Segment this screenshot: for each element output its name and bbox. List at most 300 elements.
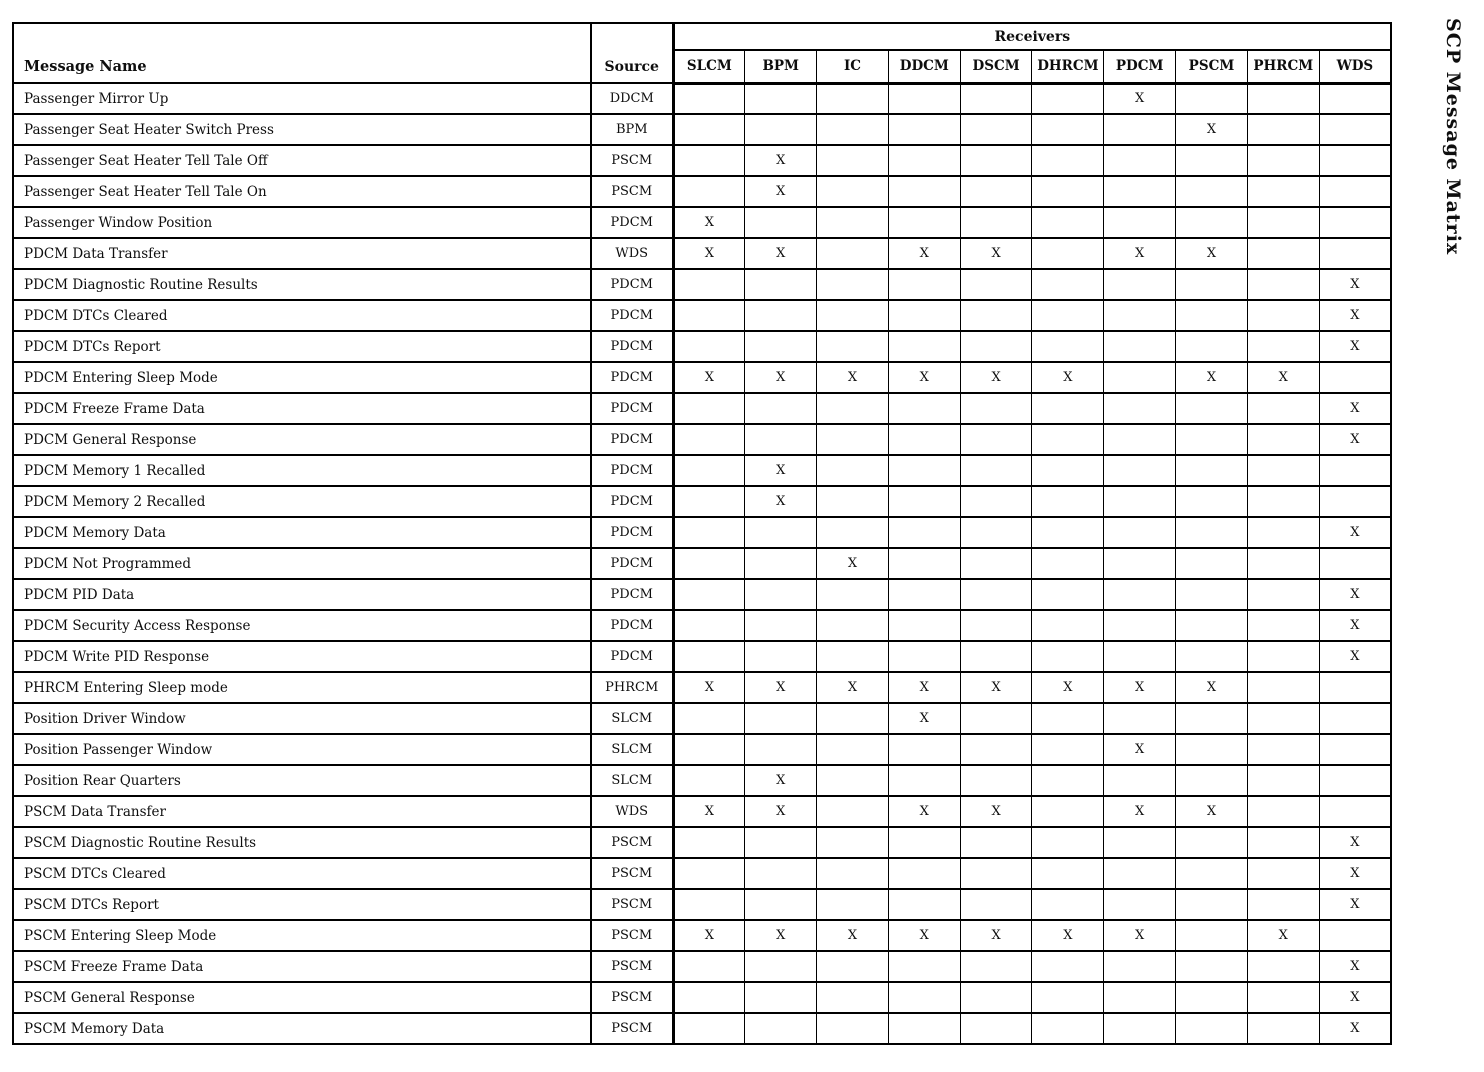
table-row: [13, 765, 1391, 796]
receiver-cell-ic: [817, 982, 889, 1013]
table-row: [13, 734, 1391, 765]
receiver-cell-slcm: [673, 486, 745, 517]
receiver-cell-wds: [1319, 83, 1391, 114]
receiver-cell-dscm: [960, 393, 1032, 424]
receiver-cell-dhrcm: [1032, 269, 1104, 300]
receiver-cell-ddcm: [888, 765, 960, 796]
receiver-cell-ic: [817, 827, 889, 858]
source-cell: PSCM: [591, 827, 673, 858]
receiver-cell-dscm: [960, 610, 1032, 641]
message-name-cell: PSCM General Response: [13, 982, 591, 1013]
message-name-cell: PSCM Entering Sleep Mode: [13, 920, 591, 951]
receiver-cell-phrcm: [1247, 486, 1319, 517]
receiver-cell-pscm: [1176, 486, 1248, 517]
table-row: [13, 207, 1391, 238]
receiver-cell-bpm: [745, 579, 817, 610]
receiver-cell-ic: [817, 703, 889, 734]
message-name-cell: PDCM Write PID Response: [13, 641, 591, 672]
message-name-cell: Passenger Mirror Up: [13, 83, 591, 114]
receiver-cell-bpm: [745, 827, 817, 858]
receiver-cell-phrcm: [1247, 734, 1319, 765]
receiver-cell-ddcm: [888, 300, 960, 331]
receiver-cell-ddcm: [888, 486, 960, 517]
receiver-column-header-dscm: DSCM: [960, 50, 1032, 83]
receiver-cell-ddcm: [888, 455, 960, 486]
scp-message-matrix-table: [12, 22, 1392, 1045]
receiver-cell-wds: [1319, 796, 1391, 827]
receiver-cell-dscm: [960, 858, 1032, 889]
receiver-cell-bpm: [745, 734, 817, 765]
receiver-cell-phrcm: [1247, 765, 1319, 796]
receiver-cell-slcm: [673, 1013, 745, 1044]
source-cell: PSCM: [591, 951, 673, 982]
receiver-cell-pscm: [1176, 827, 1248, 858]
receiver-cell-slcm: [673, 393, 745, 424]
message-name-cell: PSCM Data Transfer: [13, 796, 591, 827]
source-cell: PSCM: [591, 889, 673, 920]
x-mark-pdcm: X: [1104, 238, 1176, 269]
receiver-cell-ic: [817, 238, 889, 269]
receiver-cell-pscm: [1176, 331, 1248, 362]
receiver-cell-pscm: [1176, 455, 1248, 486]
receiver-cell-ddcm: [888, 610, 960, 641]
receiver-cell-ic: [817, 114, 889, 145]
receiver-cell-pscm: [1176, 1013, 1248, 1044]
receiver-cell-pdcm: [1104, 300, 1176, 331]
source-cell: PDCM: [591, 517, 673, 548]
message-name-cell: PDCM Data Transfer: [13, 238, 591, 269]
source-cell: PDCM: [591, 300, 673, 331]
x-mark-dscm: X: [960, 238, 1032, 269]
source-cell: PSCM: [591, 858, 673, 889]
receiver-column-header-phrcm: PHRCM: [1247, 50, 1319, 83]
x-mark-bpm: X: [745, 486, 817, 517]
x-mark-pscm: X: [1176, 114, 1248, 145]
receiver-cell-dhrcm: [1032, 176, 1104, 207]
message-name-cell: PDCM Memory 2 Recalled: [13, 486, 591, 517]
receiver-cell-ddcm: [888, 548, 960, 579]
source-cell: PDCM: [591, 393, 673, 424]
x-mark-wds: X: [1319, 517, 1391, 548]
receiver-cell-dhrcm: [1032, 796, 1104, 827]
x-mark-pdcm: X: [1104, 672, 1176, 703]
receiver-cell-bpm: [745, 641, 817, 672]
receiver-cell-ddcm: [888, 145, 960, 176]
receiver-cell-phrcm: [1247, 889, 1319, 920]
receiver-cell-pdcm: [1104, 207, 1176, 238]
x-mark-slcm: X: [673, 207, 745, 238]
receiver-cell-slcm: [673, 951, 745, 982]
receiver-cell-wds: [1319, 114, 1391, 145]
receiver-cell-slcm: [673, 982, 745, 1013]
receiver-cell-ic: [817, 889, 889, 920]
receiver-cell-slcm: [673, 889, 745, 920]
receiver-cell-ic: [817, 858, 889, 889]
receiver-cell-phrcm: [1247, 300, 1319, 331]
table-row: [13, 300, 1391, 331]
receiver-cell-pdcm: [1104, 331, 1176, 362]
receiver-cell-phrcm: [1247, 827, 1319, 858]
receiver-cell-phrcm: [1247, 579, 1319, 610]
receiver-cell-wds: [1319, 455, 1391, 486]
receiver-cell-dscm: [960, 982, 1032, 1013]
x-mark-dhrcm: X: [1032, 672, 1104, 703]
x-mark-slcm: X: [673, 920, 745, 951]
source-cell: PDCM: [591, 424, 673, 455]
receiver-cell-pdcm: [1104, 610, 1176, 641]
table-row: [13, 796, 1391, 827]
message-name-cell: PDCM Memory 1 Recalled: [13, 455, 591, 486]
receiver-cell-bpm: [745, 548, 817, 579]
receiver-cell-ddcm: [888, 641, 960, 672]
receiver-cell-phrcm: [1247, 83, 1319, 114]
receiver-cell-pdcm: [1104, 517, 1176, 548]
receiver-cell-ic: [817, 796, 889, 827]
x-mark-dhrcm: X: [1032, 362, 1104, 393]
receiver-cell-phrcm: [1247, 176, 1319, 207]
x-mark-wds: X: [1319, 1013, 1391, 1044]
receiver-cell-pscm: [1176, 83, 1248, 114]
receiver-cell-bpm: [745, 858, 817, 889]
receiver-cell-pscm: [1176, 517, 1248, 548]
receiver-cell-dhrcm: [1032, 579, 1104, 610]
receiver-cell-pscm: [1176, 300, 1248, 331]
receiver-cell-wds: [1319, 145, 1391, 176]
message-name-cell: PDCM Diagnostic Routine Results: [13, 269, 591, 300]
x-mark-ddcm: X: [888, 238, 960, 269]
receiver-cell-wds: [1319, 734, 1391, 765]
source-cell: BPM: [591, 114, 673, 145]
receiver-cell-pdcm: [1104, 982, 1176, 1013]
source-cell: PSCM: [591, 1013, 673, 1044]
receiver-cell-dhrcm: [1032, 548, 1104, 579]
receiver-cell-slcm: [673, 703, 745, 734]
receiver-cell-dhrcm: [1032, 207, 1104, 238]
message-name-cell: PDCM General Response: [13, 424, 591, 455]
receiver-cell-dscm: [960, 424, 1032, 455]
receiver-cell-wds: [1319, 672, 1391, 703]
receiver-cell-ic: [817, 486, 889, 517]
receiver-cell-dhrcm: [1032, 331, 1104, 362]
receiver-cell-dhrcm: [1032, 83, 1104, 114]
x-mark-wds: X: [1319, 858, 1391, 889]
x-mark-phrcm: X: [1247, 362, 1319, 393]
receiver-cell-pdcm: [1104, 951, 1176, 982]
receiver-cell-phrcm: [1247, 114, 1319, 145]
message-name-cell: Position Driver Window: [13, 703, 591, 734]
table-row: [13, 176, 1391, 207]
receiver-cell-ddcm: [888, 114, 960, 145]
source-cell: PDCM: [591, 641, 673, 672]
receiver-cell-slcm: [673, 610, 745, 641]
receiver-cell-wds: [1319, 548, 1391, 579]
source-cell: PDCM: [591, 548, 673, 579]
x-mark-pdcm: X: [1104, 920, 1176, 951]
receiver-cell-dhrcm: [1032, 641, 1104, 672]
source-cell: SLCM: [591, 703, 673, 734]
x-mark-ddcm: X: [888, 672, 960, 703]
receiver-cell-ic: [817, 734, 889, 765]
table-row: [13, 827, 1391, 858]
receiver-cell-dscm: [960, 517, 1032, 548]
table-row: [13, 424, 1391, 455]
x-mark-ddcm: X: [888, 796, 960, 827]
x-mark-bpm: X: [745, 796, 817, 827]
receiver-cell-pdcm: [1104, 641, 1176, 672]
source-cell: PSCM: [591, 982, 673, 1013]
table-row: [13, 83, 1391, 114]
source-cell: PDCM: [591, 269, 673, 300]
table-row: [13, 114, 1391, 145]
receiver-cell-pdcm: [1104, 889, 1176, 920]
receiver-cell-dhrcm: [1032, 703, 1104, 734]
receiver-cell-dscm: [960, 269, 1032, 300]
receiver-cell-pdcm: [1104, 114, 1176, 145]
x-mark-pdcm: X: [1104, 734, 1176, 765]
receiver-column-header-slcm: SLCM: [673, 50, 745, 83]
receiver-column-header-pscm: PSCM: [1176, 50, 1248, 83]
x-mark-ddcm: X: [888, 920, 960, 951]
receiver-cell-slcm: [673, 176, 745, 207]
receiver-cell-phrcm: [1247, 858, 1319, 889]
message-name-cell: Passenger Seat Heater Tell Tale Off: [13, 145, 591, 176]
message-name-cell: PDCM Memory Data: [13, 517, 591, 548]
receiver-cell-ic: [817, 331, 889, 362]
x-mark-pscm: X: [1176, 362, 1248, 393]
receiver-cell-pdcm: [1104, 393, 1176, 424]
receiver-column-header-ddcm: DDCM: [888, 50, 960, 83]
x-mark-bpm: X: [745, 238, 817, 269]
source-cell: PHRCM: [591, 672, 673, 703]
receiver-cell-dscm: [960, 176, 1032, 207]
receiver-cell-phrcm: [1247, 455, 1319, 486]
receiver-cell-ic: [817, 455, 889, 486]
receiver-cell-ic: [817, 393, 889, 424]
receiver-cell-pdcm: [1104, 1013, 1176, 1044]
receiver-cell-pscm: [1176, 207, 1248, 238]
receiver-cell-dhrcm: [1032, 486, 1104, 517]
receiver-cell-ddcm: [888, 83, 960, 114]
receiver-cell-phrcm: [1247, 982, 1319, 1013]
source-cell: WDS: [591, 238, 673, 269]
source-cell: PDCM: [591, 486, 673, 517]
receiver-column-header-bpm: BPM: [745, 50, 817, 83]
receiver-cell-dhrcm: [1032, 951, 1104, 982]
receiver-cell-slcm: [673, 858, 745, 889]
receiver-cell-bpm: [745, 269, 817, 300]
receiver-cell-dhrcm: [1032, 114, 1104, 145]
receiver-cell-phrcm: [1247, 393, 1319, 424]
table-row: [13, 579, 1391, 610]
receiver-cell-slcm: [673, 114, 745, 145]
receiver-column-header-pdcm: PDCM: [1104, 50, 1176, 83]
receiver-cell-phrcm: [1247, 424, 1319, 455]
receiver-cell-dscm: [960, 734, 1032, 765]
receiver-cell-wds: [1319, 207, 1391, 238]
receiver-cell-slcm: [673, 83, 745, 114]
receiver-cell-pscm: [1176, 920, 1248, 951]
receiver-cell-dscm: [960, 300, 1032, 331]
receiver-cell-pdcm: [1104, 486, 1176, 517]
message-name-cell: PHRCM Entering Sleep mode: [13, 672, 591, 703]
receiver-cell-pscm: [1176, 269, 1248, 300]
page-title: SCP Message Matrix: [1442, 18, 1464, 256]
x-mark-dscm: X: [960, 796, 1032, 827]
table-row: [13, 951, 1391, 982]
receiver-cell-ddcm: [888, 1013, 960, 1044]
receiver-cell-pscm: [1176, 393, 1248, 424]
table-row: [13, 393, 1391, 424]
receiver-cell-pscm: [1176, 858, 1248, 889]
receiver-cell-slcm: [673, 734, 745, 765]
x-mark-wds: X: [1319, 827, 1391, 858]
table-row: [13, 982, 1391, 1013]
receiver-cell-phrcm: [1247, 703, 1319, 734]
receiver-cell-dhrcm: [1032, 610, 1104, 641]
table-row: [13, 889, 1391, 920]
receiver-cell-ddcm: [888, 331, 960, 362]
receiver-cell-slcm: [673, 765, 745, 796]
x-mark-bpm: X: [745, 455, 817, 486]
receiver-cell-bpm: [745, 83, 817, 114]
x-mark-pscm: X: [1176, 238, 1248, 269]
message-name-cell: PSCM DTCs Report: [13, 889, 591, 920]
receiver-cell-ddcm: [888, 393, 960, 424]
receiver-cell-bpm: [745, 207, 817, 238]
receiver-cell-phrcm: [1247, 610, 1319, 641]
x-mark-slcm: X: [673, 672, 745, 703]
receiver-cell-dscm: [960, 114, 1032, 145]
x-mark-bpm: X: [745, 362, 817, 393]
source-cell: PDCM: [591, 579, 673, 610]
message-name-cell: Position Passenger Window: [13, 734, 591, 765]
receiver-cell-dscm: [960, 83, 1032, 114]
x-mark-wds: X: [1319, 393, 1391, 424]
receiver-cell-ic: [817, 641, 889, 672]
table-row: [13, 238, 1391, 269]
x-mark-wds: X: [1319, 982, 1391, 1013]
receiver-cell-dscm: [960, 331, 1032, 362]
receiver-cell-pdcm: [1104, 455, 1176, 486]
receiver-cell-dscm: [960, 889, 1032, 920]
table-header: [13, 23, 1391, 83]
receivers-group-header: Receivers: [673, 23, 1391, 50]
receiver-cell-ddcm: [888, 207, 960, 238]
x-mark-phrcm: X: [1247, 920, 1319, 951]
source-cell: PSCM: [591, 920, 673, 951]
receiver-cell-phrcm: [1247, 331, 1319, 362]
receiver-cell-dhrcm: [1032, 455, 1104, 486]
receiver-cell-dscm: [960, 703, 1032, 734]
receiver-cell-pdcm: [1104, 176, 1176, 207]
receiver-cell-dhrcm: [1032, 300, 1104, 331]
x-mark-slcm: X: [673, 796, 745, 827]
receiver-cell-dscm: [960, 765, 1032, 796]
receiver-cell-phrcm: [1247, 641, 1319, 672]
receiver-cell-phrcm: [1247, 951, 1319, 982]
source-cell: PSCM: [591, 145, 673, 176]
receiver-cell-bpm: [745, 982, 817, 1013]
receiver-cell-pscm: [1176, 145, 1248, 176]
message-name-cell: PDCM Not Programmed: [13, 548, 591, 579]
receiver-cell-ddcm: [888, 889, 960, 920]
source-cell: SLCM: [591, 734, 673, 765]
receiver-cell-pdcm: [1104, 579, 1176, 610]
receiver-cell-dhrcm: [1032, 765, 1104, 796]
x-mark-ddcm: X: [888, 362, 960, 393]
receiver-cell-pdcm: [1104, 424, 1176, 455]
receiver-cell-dhrcm: [1032, 858, 1104, 889]
receiver-cell-bpm: [745, 331, 817, 362]
receiver-cell-pscm: [1176, 579, 1248, 610]
receiver-cell-slcm: [673, 300, 745, 331]
message-name-column-header: Message Name: [13, 23, 591, 83]
receiver-cell-slcm: [673, 548, 745, 579]
receiver-column-header-wds: WDS: [1319, 50, 1391, 83]
receiver-cell-pscm: [1176, 734, 1248, 765]
x-mark-ic: X: [817, 672, 889, 703]
receiver-cell-ddcm: [888, 858, 960, 889]
receiver-cell-phrcm: [1247, 1013, 1319, 1044]
table-row: [13, 920, 1391, 951]
x-mark-wds: X: [1319, 889, 1391, 920]
receiver-cell-slcm: [673, 579, 745, 610]
message-name-cell: PDCM Security Access Response: [13, 610, 591, 641]
receiver-cell-pscm: [1176, 548, 1248, 579]
receiver-cell-wds: [1319, 765, 1391, 796]
source-cell: PDCM: [591, 455, 673, 486]
table-row: [13, 703, 1391, 734]
table-row: [13, 610, 1391, 641]
receiver-cell-pdcm: [1104, 269, 1176, 300]
receiver-cell-wds: [1319, 238, 1391, 269]
source-column-header: Source: [591, 23, 673, 83]
message-name-cell: PDCM Entering Sleep Mode: [13, 362, 591, 393]
receiver-cell-bpm: [745, 610, 817, 641]
receiver-cell-dscm: [960, 1013, 1032, 1044]
receiver-cell-ic: [817, 765, 889, 796]
receiver-cell-ic: [817, 1013, 889, 1044]
receiver-cell-bpm: [745, 703, 817, 734]
receiver-cell-dscm: [960, 579, 1032, 610]
x-mark-pdcm: X: [1104, 796, 1176, 827]
x-mark-wds: X: [1319, 951, 1391, 982]
receiver-cell-phrcm: [1247, 269, 1319, 300]
receiver-cell-dhrcm: [1032, 145, 1104, 176]
receiver-cell-wds: [1319, 703, 1391, 734]
message-name-cell: PSCM Memory Data: [13, 1013, 591, 1044]
receiver-cell-slcm: [673, 269, 745, 300]
message-name-cell: Passenger Seat Heater Tell Tale On: [13, 176, 591, 207]
x-mark-pdcm: X: [1104, 83, 1176, 114]
receiver-cell-ic: [817, 176, 889, 207]
x-mark-wds: X: [1319, 641, 1391, 672]
receiver-cell-pdcm: [1104, 362, 1176, 393]
receiver-cell-ddcm: [888, 269, 960, 300]
receiver-cell-pscm: [1176, 703, 1248, 734]
table-row: [13, 641, 1391, 672]
receiver-cell-ddcm: [888, 827, 960, 858]
table-row: [13, 269, 1391, 300]
message-name-cell: PDCM DTCs Cleared: [13, 300, 591, 331]
x-mark-wds: X: [1319, 610, 1391, 641]
receiver-cell-bpm: [745, 1013, 817, 1044]
source-cell: SLCM: [591, 765, 673, 796]
receiver-cell-ic: [817, 300, 889, 331]
receiver-cell-pscm: [1176, 641, 1248, 672]
receiver-cell-bpm: [745, 517, 817, 548]
receiver-cell-wds: [1319, 176, 1391, 207]
